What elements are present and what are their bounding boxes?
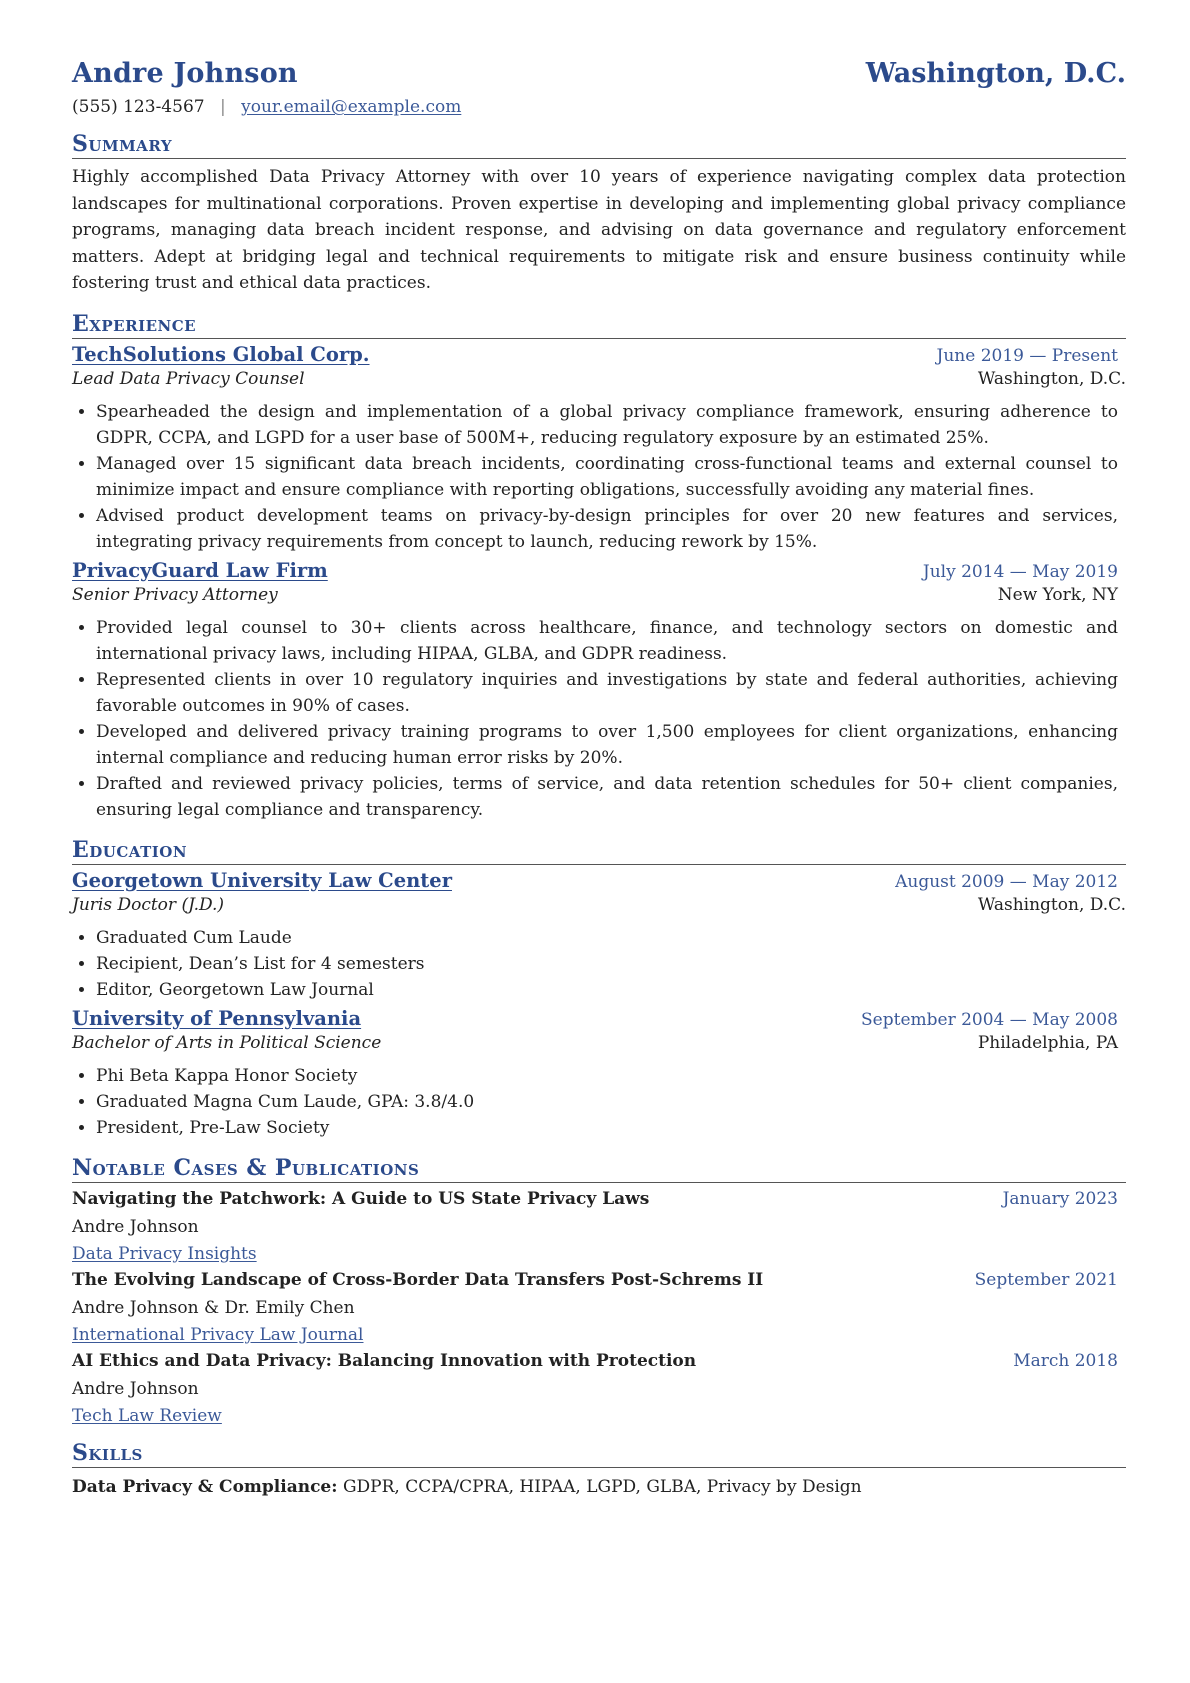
publication-title: Navigating the Patchwork: A Guide to US State Privacy Laws [72, 1188, 650, 1209]
bullet-item: • Represented clients in over 10 regulatory inquiries and investigations by state and federal authorities, achieving favorable outcomes in 90% of cases. [96, 667, 1118, 719]
publication-entry [72, 1351, 1126, 1426]
publication-authors: Andre Johnson & Dr. Emily Chen [72, 1297, 355, 1318]
bullet-item: • Advised product development teams on privacy-by-design principles for over 20 new features and services, integrating privacy requirements from concept to launch, reducing rework by 15%. [96, 503, 1118, 555]
skills-category-values: GDPR, CCPA/CPRA, HIPAA, LGPD, GLBA, Privacy by Design [342, 1476, 862, 1497]
bullet-item: • Graduated Magna Cum Laude, GPA: 3.8/4.0 [96, 1089, 1118, 1115]
job-location: Washington, D.C. [977, 368, 1126, 389]
bullet-item: • Provided legal counsel to 30+ clients across healthcare, finance, and technology sectors on domestic and international privacy laws, including HIPAA, GLBA, and GDPR readiness. [96, 615, 1118, 667]
job-title: Lead Data Privacy Counsel [72, 368, 305, 389]
entry-dates: August 2009 — May 2012 [895, 871, 1118, 892]
publication-venue-link[interactable]: Data Privacy Insights [72, 1243, 257, 1264]
entry-dates: June 2019 — Present [936, 345, 1118, 366]
school-location: Philadelphia, PA [977, 1032, 1118, 1053]
skills-row [72, 1477, 1126, 1497]
bullet-item: • Phi Beta Kappa Honor Society [96, 1063, 1118, 1089]
entry-dates: September 2004 — May 2008 [861, 1009, 1118, 1030]
bullet-list [72, 399, 1126, 555]
candidate-name: Andre Johnson [72, 58, 298, 89]
section-title-education: Education [72, 837, 1126, 865]
experience-entry [72, 559, 1126, 823]
degree: Bachelor of Arts in Political Science [72, 1032, 382, 1053]
skills-category-label: Data Privacy & Compliance: [72, 1476, 338, 1497]
company-link[interactable]: TechSolutions Global Corp. [72, 342, 370, 366]
bullet-item: • Drafted and reviewed privacy policies, terms of service, and data retention schedules for 50+ client companies, ensuring legal compliance and transparency. [96, 771, 1118, 823]
job-title: Senior Privacy Attorney [72, 584, 278, 605]
summary-text: Highly accomplished Data Privacy Attorney with over 10 years of experience navigating complex data protection landscapes for multinational corporations. Proven expertise in developing and implementing global privacy compliance programs, managing data breach incident response, and advising on data governance and regulatory enforcement matters. Adept at bridging legal and technical requirements to mitigate risk and ensure business continuity while fostering trust and ethical data practices. [72, 167, 1126, 293]
resume-header [72, 58, 1126, 89]
email-link[interactable]: your.email@example.com [241, 97, 462, 117]
publication-title: AI Ethics and Data Privacy: Balancing Innovation with Protection [72, 1350, 697, 1371]
bullet-item: • Managed over 15 significant data breach incidents, coordinating cross-functional teams and external counsel to minimize impact and ensure compliance with reporting obligations, successfully avoiding any material fines. [96, 451, 1118, 503]
resume-page [72, 58, 1126, 1497]
bullet-item: • Recipient, Dean’s List for 4 semesters [96, 951, 1118, 977]
bullet-item: • Editor, Georgetown Law Journal [96, 977, 1118, 1003]
publication-authors: Andre Johnson [72, 1216, 199, 1237]
job-location: New York, NY [997, 584, 1118, 605]
bullet-list [72, 1063, 1126, 1141]
school-link[interactable]: Georgetown University Law Center [72, 868, 452, 892]
bullet-item: • Developed and delivered privacy training programs to over 1,500 employees for client organizations, enhancing internal compliance and reducing human error risks by 20%. [96, 719, 1118, 771]
section-title-publications: Notable Cases & Publications [72, 1155, 1126, 1183]
contact-line [72, 97, 1126, 117]
degree: Juris Doctor (J.D.) [72, 894, 225, 915]
education-entry [72, 869, 1126, 1003]
bullet-item: • Graduated Cum Laude [96, 925, 1118, 951]
experience-entry [72, 343, 1126, 555]
publication-authors: Andre Johnson [72, 1378, 199, 1399]
publication-venue-link[interactable]: International Privacy Law Journal [72, 1324, 364, 1345]
publication-entry [72, 1189, 1126, 1264]
education-entry [72, 1007, 1126, 1141]
contact-separator: | [219, 97, 226, 117]
candidate-location: Washington, D.C. [865, 58, 1126, 89]
phone-number: (555) 123-4567 [72, 97, 205, 117]
publication-date: September 2021 [974, 1269, 1118, 1290]
bullet-list [72, 615, 1126, 823]
bullet-item: • President, Pre-Law Society [96, 1115, 1118, 1141]
bullet-list [72, 925, 1126, 1003]
publication-venue-link[interactable]: Tech Law Review [72, 1405, 222, 1426]
publication-date: March 2018 [1013, 1350, 1118, 1371]
entry-dates: July 2014 — May 2019 [922, 561, 1118, 582]
section-title-skills: Skills [72, 1440, 1126, 1468]
bullet-item: • Spearheaded the design and implementation of a global privacy compliance framework, ensuring adherence to GDPR, CCPA, and LGPD for a user base of 500M+, reducing regulatory exposure by an estimated 25%. [96, 399, 1118, 451]
section-title-summary: Summary [72, 131, 1126, 159]
school-link[interactable]: University of Pennsylvania [72, 1006, 362, 1030]
publication-entry [72, 1270, 1126, 1345]
publication-title: The Evolving Landscape of Cross-Border Data Transfers Post-Schrems II [72, 1269, 764, 1290]
company-link[interactable]: PrivacyGuard Law Firm [72, 558, 328, 582]
school-location: Washington, D.C. [977, 894, 1126, 915]
publication-date: January 2023 [1002, 1188, 1118, 1209]
section-title-experience: Experience [72, 311, 1126, 339]
